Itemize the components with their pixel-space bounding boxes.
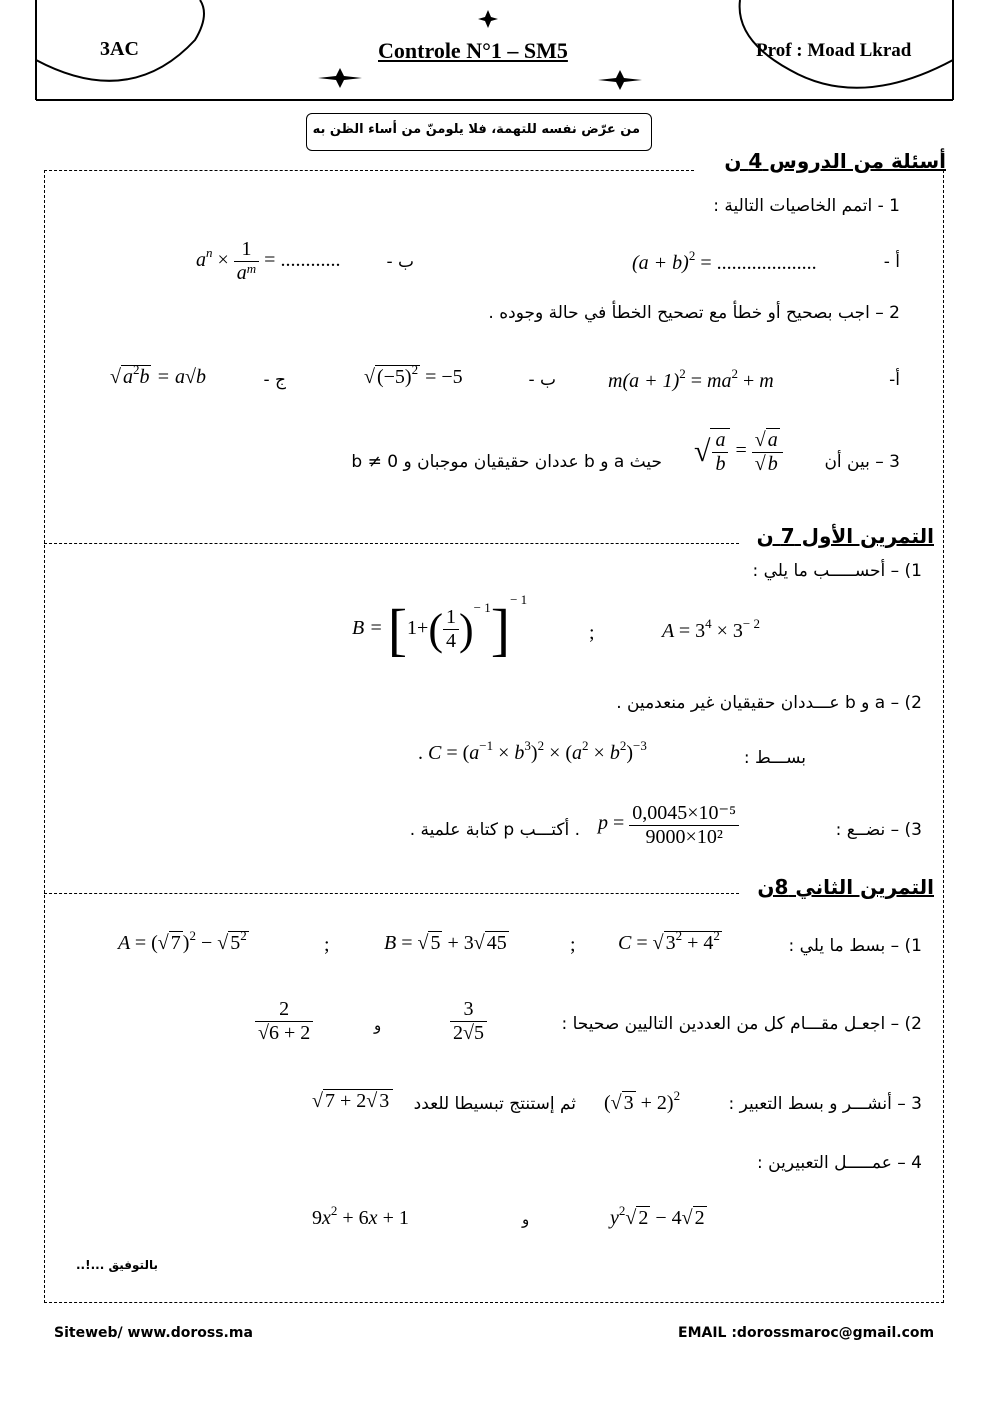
- s1-q3-identity: √ $\frac{a}{b}$ = $\frac{√ a}{√ b}$: [694, 428, 783, 476]
- s3-q3-deduce: ثم إستنتج تبسيطا للعدد: [413, 1094, 576, 1114]
- s3-question-1: 1) – بسط ما يلي :: [788, 936, 922, 956]
- s1-q1b-expression: $a^n$ × $\frac{1}{a^m}$ = ............: [196, 238, 341, 284]
- s1-q3-condition: حيث a و b عددان حقيقيان موجبان و b ≠ 0: [351, 452, 662, 472]
- s2-expression-B: B = [1+( $\frac{1}{4}$ )$^{- 1}$]$^{- 1}$: [352, 592, 528, 662]
- s2-simplify-label: بســـط :: [743, 748, 806, 768]
- s3-q4-expression-1: $y^2√$ 2 − 4√ 2: [610, 1203, 705, 1229]
- s3-and-1: و: [374, 1016, 382, 1034]
- s1-q1b-label: ب -: [386, 252, 414, 272]
- s1-q2a-label: أ-: [889, 370, 900, 390]
- class-label: 3AC: [100, 38, 139, 60]
- s2-expression-p: p = $\frac{\text{0,0045×10⁻⁵}}{\text{9000×10²}}$: [598, 800, 739, 849]
- divider-2: [44, 893, 739, 894]
- s3-fraction-1: $\frac{3}{2√5}$: [450, 998, 487, 1045]
- s1-q2c-expression: √ $a^2b = a√b$: [110, 362, 206, 388]
- s3-q4-expression-2: $9x^2 + 6x + 1$: [312, 1203, 409, 1229]
- s1-q2a-expression: $m(a + 1)^2 = ma^2 + m$: [608, 366, 774, 392]
- s2-question-1: 1) – أحســـــب ما يلي :: [752, 561, 922, 581]
- exam-title: Controle N°1 – SM5: [378, 38, 568, 63]
- s2-separator: ;: [589, 622, 595, 644]
- s3-expression-C: C = √ $3^2 + 4^2$: [618, 928, 720, 954]
- frame-top: [44, 170, 694, 171]
- s3-expression-B: B = √ 5 + 3√ 45: [384, 932, 507, 954]
- s3-q3-number: √ 7 + 2√ 3: [312, 1090, 393, 1113]
- section-title-exercise-2: التمرين الثاني 8ن: [757, 875, 934, 899]
- s3-q3-expression: (√ 3 + 2)$^2$: [604, 1088, 681, 1114]
- frame-right: [943, 170, 944, 1303]
- s1-question-1: 1 - اتمم الخاصيات التالية :: [713, 196, 900, 216]
- s3-and-2: و: [522, 1210, 530, 1228]
- closing-wish: بالتوفيق ...!..: [76, 1258, 158, 1272]
- s3-fraction-2: $\frac{2}{√6 + 2}$: [255, 998, 313, 1045]
- divider-1: [44, 543, 739, 544]
- s2-q3-instruction: . أكتـــب p كتابة علمية .: [409, 820, 580, 840]
- section-title-lessons: أسئلة من الدروس 4 ن: [724, 149, 946, 173]
- s2-question-2: 2) – a و b عـــددان حقيقيان غير منعدمين .: [616, 693, 922, 713]
- s1-q3-label: 3 – بين أن: [824, 452, 900, 472]
- s1-q2c-label: ج -: [263, 370, 286, 390]
- frame-bottom: [44, 1302, 944, 1303]
- teacher-name: Prof : Moad Lkrad: [756, 40, 912, 61]
- s1-q2b-label: ب -: [528, 370, 556, 390]
- section-title-exercise-1: التمرين الأول 7 ن: [756, 524, 934, 548]
- footer-website: Siteweb/ www.doross.ma: [54, 1325, 253, 1341]
- s3-separator-2: ;: [324, 934, 330, 956]
- s2-expression-A: $A = 3^4 \times 3^{- 2}$: [662, 616, 761, 642]
- s2-expression-C: . $C = (a^{-1} \times b^3)^2 \times (a^2 \times b^2)^{-3}$: [418, 738, 647, 764]
- s3-question-3: 3 – أنشـــر و بسط التعبير :: [728, 1094, 922, 1114]
- s3-expression-A: A = (√ 7 )$^2$ − √ $5^2$: [118, 928, 247, 954]
- s1-q1a-label: أ -: [883, 252, 900, 272]
- motto: من عرّض نفسه للتهمة، فلا يلومنّ من أساء الظن به: [312, 122, 640, 137]
- footer-email: EMAIL :dorossmaroc@gmail.com: [678, 1325, 935, 1341]
- s1-question-2: 2 – اجب بصحيح أو خطأ مع تصحيح الخطأ في حالة وجوده .: [488, 303, 900, 323]
- s2-question-3: 3) – نضــع :: [835, 820, 922, 840]
- frame-left: [44, 170, 45, 1303]
- s1-q2b-expression: √ $(-5)^2 = -5$: [364, 362, 463, 388]
- s3-separator-1: ;: [570, 934, 576, 956]
- s3-question-2: 2) – اجعـل مقـــام كل من العددين التاليين صحيحا :: [561, 1014, 922, 1034]
- s1-q1a-expression: $(a + b)^2$ = ....................: [632, 248, 817, 274]
- s3-question-4: 4 – عمـــــل التعبيرين :: [757, 1153, 922, 1173]
